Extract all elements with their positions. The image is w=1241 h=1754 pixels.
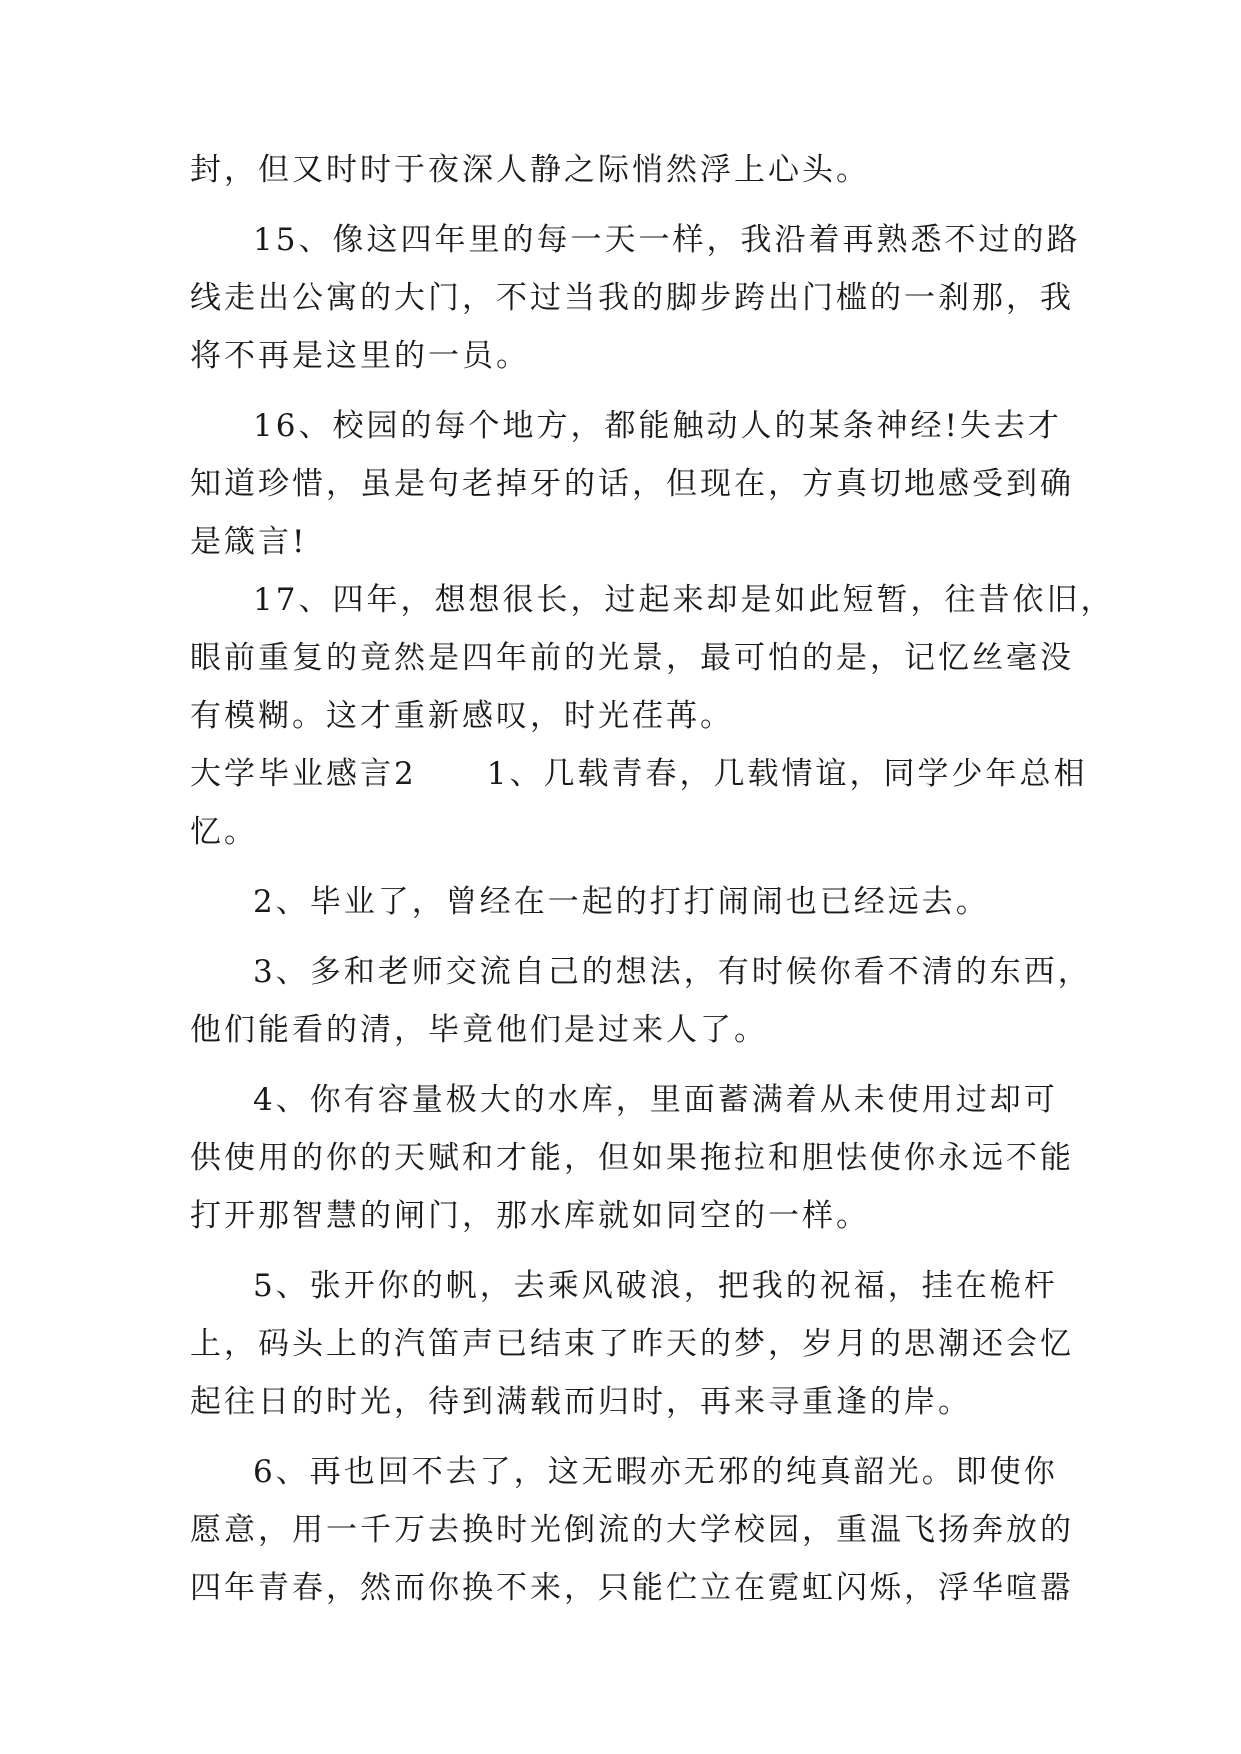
text-line: 是箴言! — [190, 524, 308, 560]
text-line: 有模糊。这才重新感叹，时光荏苒。 — [190, 698, 734, 734]
text-line: 起往日的时光，待到满载而归时，再来寻重逢的岸。 — [190, 1384, 972, 1420]
text-line: 他们能看的清，毕竟他们是过来人了。 — [190, 1012, 768, 1048]
text-line: 愿意，用一千万去换时光倒流的大学校园，重温飞扬奔放的 — [190, 1512, 1074, 1548]
text-line: 17、四年，想想很长，过起来却是如此短暂，往昔依旧， — [253, 582, 1115, 618]
text-line: 知道珍惜，虽是句老掉牙的话，但现在，方真切地感受到确 — [190, 466, 1074, 502]
text-line: 线走出公寓的大门，不过当我的脚步跨出门槛的一刹那，我 — [190, 280, 1074, 316]
text-line: 16、校园的每个地方，都能触动人的某条神经!失去才 — [253, 408, 1062, 444]
text-line: 6、再也回不去了，这无暇亦无邪的纯真韶光。即使你 — [253, 1454, 1058, 1490]
text-line: 封，但又时时于夜深人静之际悄然浮上心头。 — [190, 152, 870, 188]
text-line: 供使用的你的天赋和才能，但如果拖拉和胆怯使你永远不能 — [190, 1140, 1074, 1176]
text-line: 1、几载青春，几载情谊，同学少年总相 — [486, 756, 1088, 792]
text-line: 2、毕业了，曾经在一起的打打闹闹也已经远去。 — [253, 884, 990, 920]
text-line: 上，码头上的汽笛声已结束了昨天的梦，岁月的思潮还会忆 — [190, 1326, 1074, 1362]
text-line: 眼前重复的竟然是四年前的光景，最可怕的是，记忆丝毫没 — [190, 640, 1074, 676]
text-line: 4、你有容量极大的水库，里面蓄满着从未使用过却可 — [253, 1082, 1058, 1118]
section-heading-line — [190, 754, 1087, 794]
text-line: 5、张开你的帆，去乘风破浪，把我的祝福，挂在桅杆 — [253, 1268, 1058, 1304]
text-line: 四年青春，然而你换不来，只能伫立在霓虹闪烁，浮华喧嚣 — [190, 1570, 1074, 1606]
text-line: 将不再是这里的一员。 — [190, 338, 530, 374]
text-line: 3、多和老师交流自己的想法，有时候你看不清的东西， — [253, 954, 1092, 990]
text-line: 15、像这四年里的每一天一样，我沿着再熟悉不过的路 — [253, 222, 1081, 258]
text-line: 忆。 — [190, 814, 258, 850]
section-heading: 大学毕业感言2 — [190, 756, 417, 792]
text-line: 打开那智慧的闸门，那水库就如同空的一样。 — [190, 1198, 870, 1234]
